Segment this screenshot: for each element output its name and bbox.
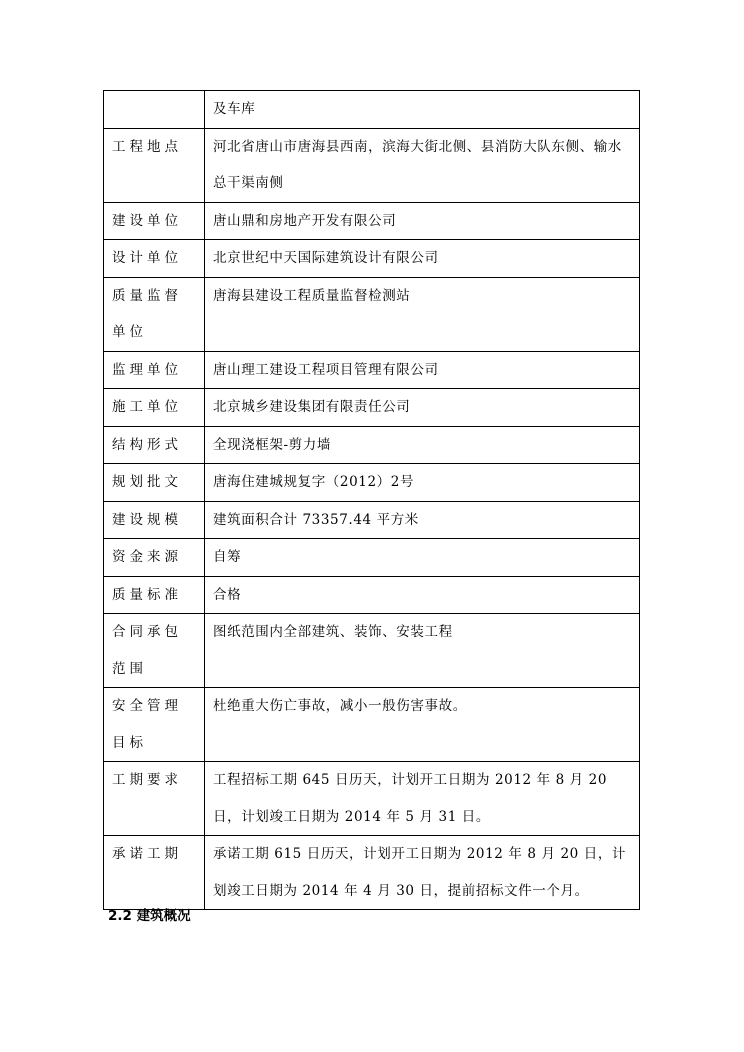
row-value: 唐海县建设工程质量监督检测站 xyxy=(205,277,640,351)
row-label: 结构形式 xyxy=(104,426,205,464)
row-value: 建筑面积合计 73357.44 平方米 xyxy=(205,501,640,539)
table-row xyxy=(104,351,640,389)
row-value: 图纸范围内全部建筑、装饰、安装工程 xyxy=(205,614,640,688)
table-row xyxy=(104,688,640,762)
table-row xyxy=(104,128,640,202)
row-label: 建设单位 xyxy=(104,202,205,240)
row-label: 工程地点 xyxy=(104,128,205,202)
row-label: 安全管理目标 xyxy=(104,688,205,762)
table-row xyxy=(104,389,640,427)
table-row xyxy=(104,836,640,910)
table-row xyxy=(104,240,640,278)
table-row xyxy=(104,202,640,240)
table-row xyxy=(104,539,640,577)
row-value: 工程招标工期 645 日历天，计划开工日期为 2012 年 8 月 20 日，计划竣工日期为 2014 年 5 月 31 日。 xyxy=(205,762,640,836)
project-info-table xyxy=(103,90,640,910)
row-value: 北京城乡建设集团有限责任公司 xyxy=(205,389,640,427)
row-label: 承诺工期 xyxy=(104,836,205,910)
row-value: 及车库 xyxy=(205,91,640,129)
row-value: 唐海住建城规复字（2012）2号 xyxy=(205,464,640,502)
section-heading: 2.2 建筑概况 xyxy=(108,908,191,924)
row-value: 唐山鼎和房地产开发有限公司 xyxy=(205,202,640,240)
table-row xyxy=(104,426,640,464)
row-label: 合同承包范围 xyxy=(104,614,205,688)
row-value: 承诺工期 615 日历天，计划开工日期为 2012 年 8 月 20 日，计划竣工日期为 2014 年 4 月 30 日，提前招标文件一个月。 xyxy=(205,836,640,910)
table-row xyxy=(104,464,640,502)
row-value: 唐山理工建设工程项目管理有限公司 xyxy=(205,351,640,389)
row-label: 设计单位 xyxy=(104,240,205,278)
row-value: 合格 xyxy=(205,576,640,614)
row-label xyxy=(104,91,205,129)
table-row xyxy=(104,576,640,614)
row-value: 北京世纪中天国际建筑设计有限公司 xyxy=(205,240,640,278)
row-value: 河北省唐山市唐海县西南，滨海大街北侧、县消防大队东侧、输水总干渠南侧 xyxy=(205,128,640,202)
table-row xyxy=(104,277,640,351)
row-label: 工期要求 xyxy=(104,762,205,836)
row-value: 自筹 xyxy=(205,539,640,577)
row-label: 施工单位 xyxy=(104,389,205,427)
row-label: 质量监督单位 xyxy=(104,277,205,351)
table-row xyxy=(104,614,640,688)
row-label: 监理单位 xyxy=(104,351,205,389)
table-row xyxy=(104,762,640,836)
row-label: 规划批文 xyxy=(104,464,205,502)
row-label: 资金来源 xyxy=(104,539,205,577)
row-value: 全现浇框架-剪力墙 xyxy=(205,426,640,464)
row-value: 杜绝重大伤亡事故，减小一般伤害事故。 xyxy=(205,688,640,762)
row-label: 建设规模 xyxy=(104,501,205,539)
table-row xyxy=(104,91,640,129)
table-row xyxy=(104,501,640,539)
row-label: 质量标准 xyxy=(104,576,205,614)
